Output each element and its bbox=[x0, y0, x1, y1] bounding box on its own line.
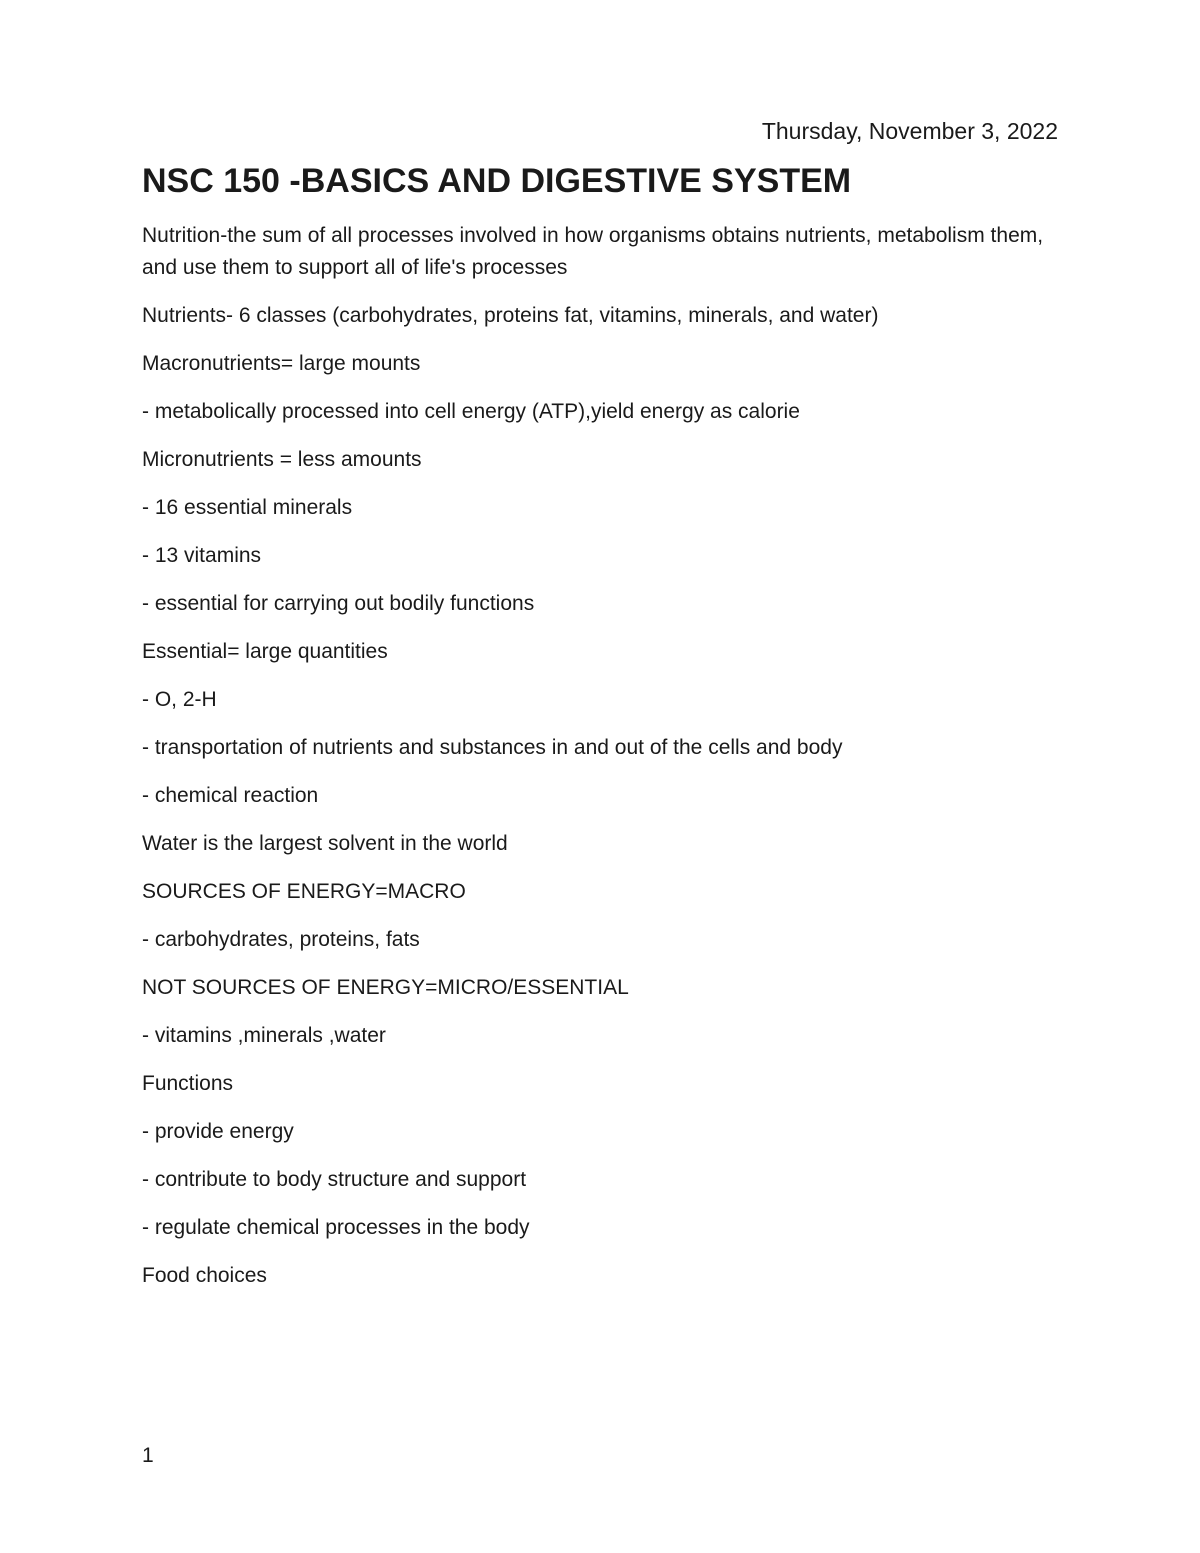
paragraph-function-energy: - provide energy bbox=[142, 1120, 294, 1143]
page-number: 1 bbox=[142, 1444, 154, 1467]
paragraph-non-energy-sources: NOT SOURCES OF ENERGY=MICRO/ESSENTIAL bbox=[142, 976, 629, 999]
paragraph-essential-reaction: - chemical reaction bbox=[142, 784, 319, 807]
paragraph-energy-sources: SOURCES OF ENERGY=MACRO bbox=[142, 880, 466, 903]
paragraph-micro-minerals: - 16 essential minerals bbox=[142, 496, 353, 519]
paragraph-micro-functions: - essential for carrying out bodily functions bbox=[142, 592, 535, 615]
paragraph-non-energy-sources-list: - vitamins ,minerals ,water bbox=[142, 1024, 386, 1047]
paragraph-nutrient-classes: Nutrients- 6 classes (carbohydrates, proteins fat, vitamins, minerals, and water) bbox=[142, 304, 879, 327]
paragraph-water-solvent: Water is the largest solvent in the world bbox=[142, 832, 508, 855]
paragraph-food-choices: Food choices bbox=[142, 1264, 267, 1287]
paragraph-macronutrients: Macronutrients= large mounts bbox=[142, 352, 421, 375]
paragraph-function-structure: - contribute to body structure and support bbox=[142, 1168, 527, 1191]
paragraph-essential: Essential= large quantities bbox=[142, 640, 388, 663]
paragraph-functions: Functions bbox=[142, 1072, 234, 1095]
document-body bbox=[142, 220, 1062, 1308]
paragraph-macro-detail: - metabolically processed into cell energy (ATP),yield energy as calorie bbox=[142, 400, 800, 423]
paragraph-essential-transport: - transportation of nutrients and substances in and out of the cells and body bbox=[142, 736, 843, 759]
paragraph-nutrition-definition: Nutrition-the sum of all processes involved in how organisms obtains nutrients, metabolism them, and use them to support all of life's processes bbox=[142, 224, 1044, 279]
document-date: Thursday, November 3, 2022 bbox=[761, 118, 1058, 144]
paragraph-micronutrients: Micronutrients = less amounts bbox=[142, 448, 422, 471]
paragraph-essential-water: - O, 2-H bbox=[142, 688, 217, 711]
paragraph-micro-vitamins: - 13 vitamins bbox=[142, 544, 262, 567]
paragraph-energy-sources-list: - carbohydrates, proteins, fats bbox=[142, 928, 420, 951]
paragraph-function-regulate: - regulate chemical processes in the body bbox=[142, 1216, 530, 1239]
document-title: NSC 150 -BASICS AND DIGESTIVE SYSTEM bbox=[142, 162, 852, 200]
